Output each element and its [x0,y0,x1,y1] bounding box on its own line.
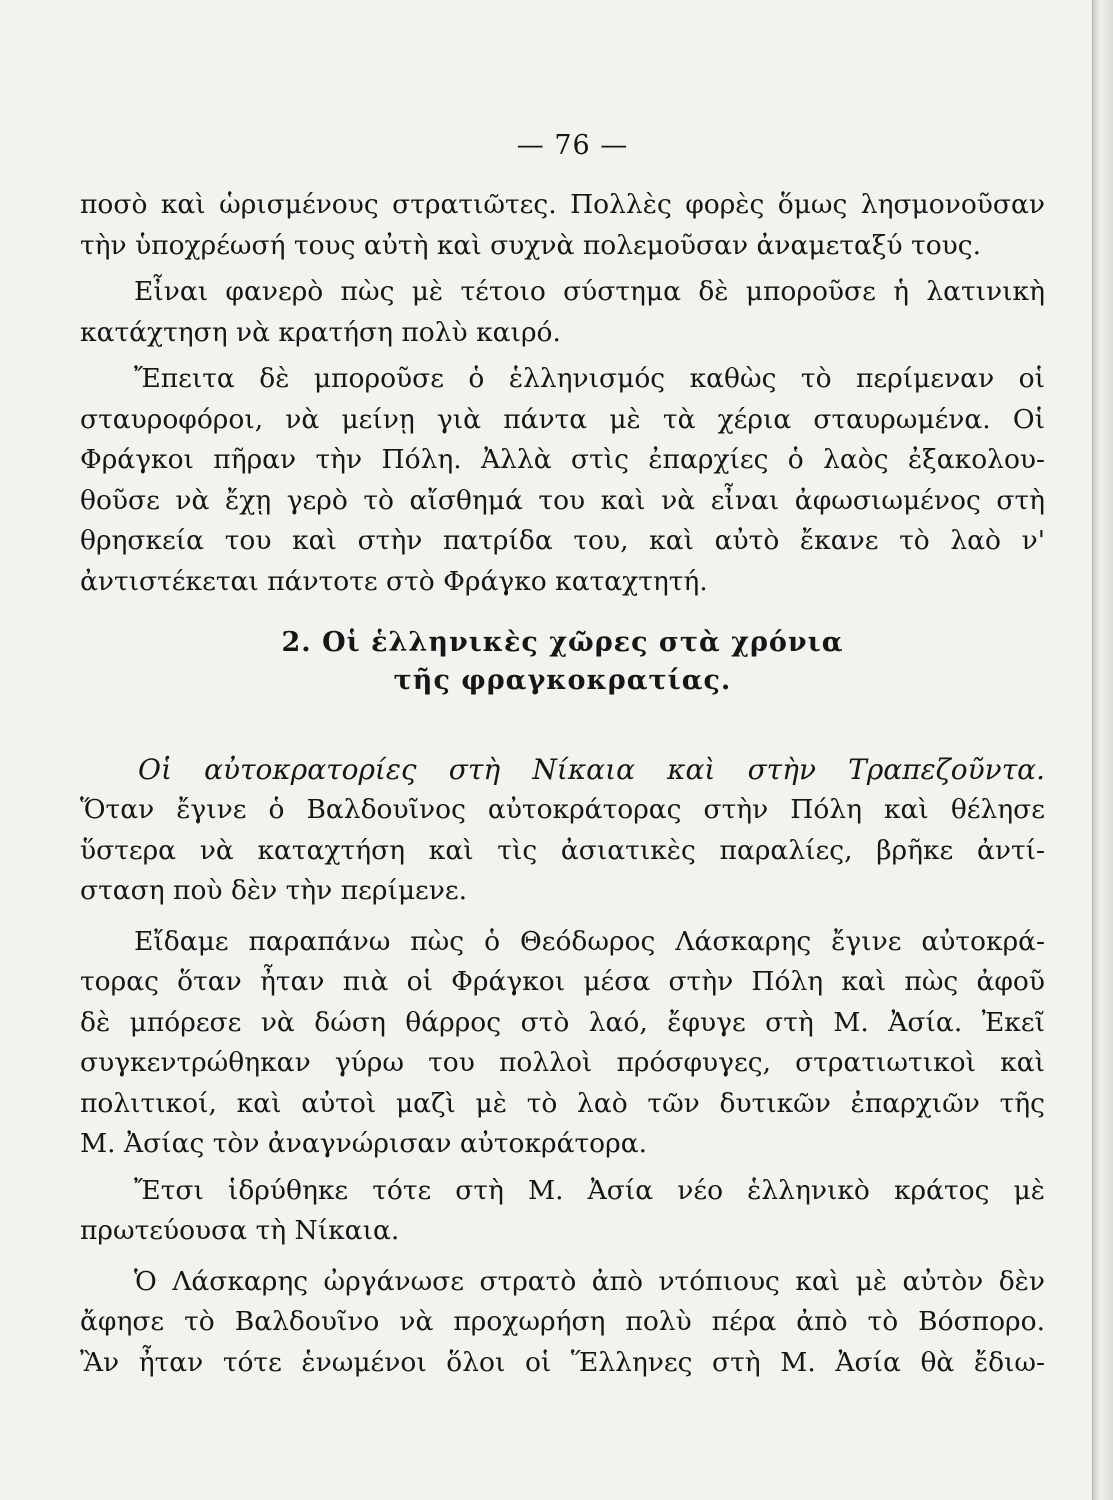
section-heading [80,624,1045,700]
paragraph [80,272,1045,353]
text-line: Ἔτσι ἱδρύθηκε τότε στὴ Μ. Ἀσία νέο ἑλληνικὸ κράτος μὲ [134,1174,1045,1206]
text-line: τὴν ὑποχρέωσή τους αὐτὴ καὶ συχνὰ πολεμοῦσαν ἀναμεταξύ τους. [80,229,982,261]
paragraph [80,922,1045,1165]
page-number: — 76 — [516,130,629,161]
text-line: ἀντιστέκεται πάντοτε στὸ Φράγκο καταχτητή. [80,565,708,597]
paragraph [80,359,1045,602]
text-line: ποσὸ καὶ ὡρισμένους στρατιῶτες. Πολλὲς φορὲς ὅμως λησμονοῦσαν [80,189,1045,220]
section-number: 2. [281,627,312,658]
text-line: Φράγκοι πῆραν τὴν Πόλη. Ἀλλὰ στὶς ἐπαρχίες ὁ λαὸς ἐξακολου- [80,444,1045,475]
section-title-line [80,624,1045,662]
paragraph [80,185,1045,266]
text-line: Εἴδαμε παραπάνω πὼς ὁ Θεόδωρος Λάσκαρης ἔγινε αὐτοκρά- [134,925,1045,957]
text-line: κατάχτηση νὰ κρατήση πολὺ καιρό. [80,316,561,348]
paragraph [80,790,1045,912]
text-line: τορας ὅταν ἦταν πιὰ οἱ Φράγκοι μέσα στὴν Πόλη καὶ πὼς ἀφοῦ [80,966,1045,997]
paragraph [80,1262,1045,1384]
text-line: Ὁ Λάσκαρης ὠργάνωσε στρατὸ ἀπὸ ντόπιους καὶ μὲ αὐτὸν δὲν [134,1265,1045,1297]
text-line: Ὅταν ἔγινε ὁ Βαλδουῖνος αὐτοκράτορας στὴν Πόλη καὶ θέλησε [80,794,1045,825]
subheading: Οἱ αὐτοκρατορίες στὴ Νίκαια καὶ στὴν Τραπεζοῦντα. [138,753,1045,786]
text-line: πολιτικοί, καὶ αὐτοὶ μαζὶ μὲ τὸ λαὸ τῶν δυτικῶν ἐπαρχιῶν τῆς [80,1087,1045,1119]
section-title-line: τῆς φραγκοκρατίας. [393,665,732,696]
text-line: ἄφησε τὸ Βαλδουῖνο νὰ προχωρήση πολὺ πέρα ἀπὸ τὸ Βόσπορο. [80,1306,1045,1337]
text-line: συγκεντρώθηκαν γύρω του πολλοὶ πρόσφυγες, στρατιωτικοὶ καὶ [80,1047,1045,1078]
text-line: Ἔπειτα δὲ μποροῦσε ὁ ἑλληνισμός καθὼς τὸ περίμεναν οἱ [134,363,1045,394]
text-line: σταση ποὺ δὲν τὴν περίμενε. [80,875,468,906]
text-line: Μ. Ἀσίας τὸν ἀναγνώρισαν αὐτοκράτορα. [80,1128,648,1159]
text-line: θοῦσε νὰ ἔχῃ γερὸ τὸ αἴσθημά του καὶ νὰ εἶναι ἀφωσιωμένος στὴ [80,484,1045,516]
page-content [80,130,1045,1383]
text-line: δὲ μπόρεσε νὰ δώση θάρρος στὸ λαό, ἔφυγε στὴ Μ. Ἀσία. Ἐκεῖ [80,1006,1045,1038]
text-line: Ἂν ἦταν τότε ἑνωμένοι ὅλοι οἱ Ἕλληνες στὴ Μ. Ἀσία θὰ ἔδιω- [80,1346,1045,1378]
text-line: Εἶναι φανερὸ πὼς μὲ τέτοιο σύστημα δὲ μποροῦσε ἡ λατινικὴ [134,276,1045,307]
section-title: Οἱ ἑλληνικὲς χῶρες στὰ χρόνια [322,627,844,658]
text-line: ὕστερα νὰ καταχτήση καὶ τὶς ἀσιατικὲς παραλίες, βρῆκε ἀντί- [80,834,1045,866]
text-line: θρησκεία του καὶ στὴν πατρίδα του, καὶ αὐτὸ ἔκανε τὸ λαὸ ν' [80,525,1045,556]
text-line: σταυροφόροι, νὰ μείνῃ γιὰ πάντα μὲ τὰ χέρια σταυρωμένα. Οἱ [80,403,1045,435]
paragraph [80,1171,1045,1252]
book-spine-edge [1092,0,1113,1500]
text-line: πρωτεύουσα τὴ Νίκαια. [80,1215,400,1246]
